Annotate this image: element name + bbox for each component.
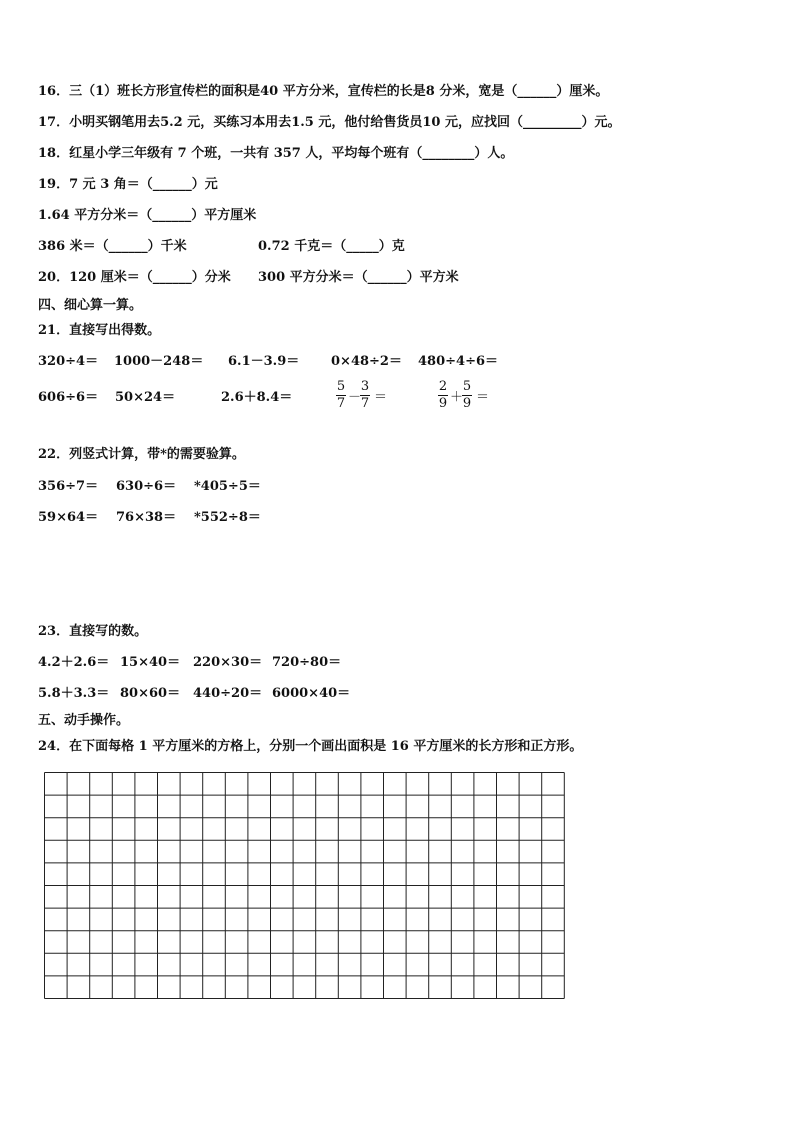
fraction-3-7 <box>360 380 370 411</box>
question-19b: 1.64 平方分米＝（______）平方厘米 <box>38 208 257 223</box>
numerator: 5 <box>462 379 472 394</box>
q22-item: 630÷6＝ <box>116 479 177 494</box>
fraction-5-7 <box>336 380 346 411</box>
q23-item: 220×30＝ <box>193 655 263 670</box>
section-5-heading: 五、动手操作。 <box>38 713 130 728</box>
question-19c: 386 米＝（______）千米 <box>38 239 187 254</box>
numerator: 5 <box>336 379 346 394</box>
fraction-2-9 <box>438 380 448 411</box>
q21-item: 6.1－3.9＝ <box>228 354 300 369</box>
q21-item: 2.6＋8.4＝ <box>221 390 293 405</box>
q21-item: 0×48÷2＝ <box>331 354 402 369</box>
fraction-5-9 <box>462 380 472 411</box>
denominator: 7 <box>360 396 370 411</box>
numerator: 3 <box>360 379 370 394</box>
question-20a: 20．120 厘米＝（______）分米 <box>38 270 231 285</box>
denominator: 9 <box>462 396 472 411</box>
q21-item: 50×24＝ <box>115 390 176 405</box>
q23-item: 15×40＝ <box>120 655 181 670</box>
q23-item: 440÷20＝ <box>193 686 263 701</box>
q23-item: 80×60＝ <box>120 686 181 701</box>
q21-item: 606÷6＝ <box>38 390 99 405</box>
q22-item: *552÷8＝ <box>194 510 261 525</box>
question-19a: 19．7 元 3 角＝（______）元 <box>38 177 218 192</box>
question-16: 16．三（1）班长方形宣传栏的面积是40 平方分米，宣传栏的长是8 分米，宽是（______）厘米。 <box>38 84 609 99</box>
numerator: 2 <box>438 379 448 394</box>
question-21: 21．直接写出得数。 <box>38 323 161 338</box>
square-grid[interactable] <box>44 772 568 1001</box>
q23-item: 4.2＋2.6＝ <box>38 655 110 670</box>
denominator: 9 <box>438 396 448 411</box>
equals-sign: ＝ <box>476 390 490 405</box>
q21-item: 480÷4÷6＝ <box>418 354 499 369</box>
question-17: 17．小明买钢笔用去5.2 元，买练习本用去1.5 元，他付给售货员10 元，应找回（_________）元。 <box>38 115 621 130</box>
q22-item: 356÷7＝ <box>38 479 99 494</box>
q23-item: 5.8＋3.3＝ <box>38 686 110 701</box>
question-19d: 0.72 千克＝（_____）克 <box>258 239 405 254</box>
q23-item: 720÷80＝ <box>272 655 342 670</box>
q22-item: *405÷5＝ <box>194 479 261 494</box>
question-22: 22．列竖式计算，带*的需要验算。 <box>38 447 245 462</box>
q21-item: 320÷4＝ <box>38 354 99 369</box>
q22-item: 59×64＝ <box>38 510 99 525</box>
denominator: 7 <box>336 396 346 411</box>
question-24: 24．在下面每格 1 平方厘米的方格上，分别一个画出面积是 16 平方厘米的长方形和正方形。 <box>38 739 583 754</box>
plus-sign: ＋ <box>450 390 464 405</box>
q23-item: 6000×40＝ <box>272 686 351 701</box>
equals-sign: ＝ <box>374 390 388 405</box>
question-20b: 300 平方分米＝（______）平方米 <box>258 270 459 285</box>
question-23: 23．直接写的数。 <box>38 624 148 639</box>
q22-item: 76×38＝ <box>116 510 177 525</box>
minus-sign: － <box>348 390 362 405</box>
section-4-heading: 四、细心算一算。 <box>38 298 143 313</box>
question-18: 18．红星小学三年级有 7 个班，一共有 357 人，平均每个班有（________）人。 <box>38 146 514 161</box>
q21-item: 1000－248＝ <box>114 354 204 369</box>
